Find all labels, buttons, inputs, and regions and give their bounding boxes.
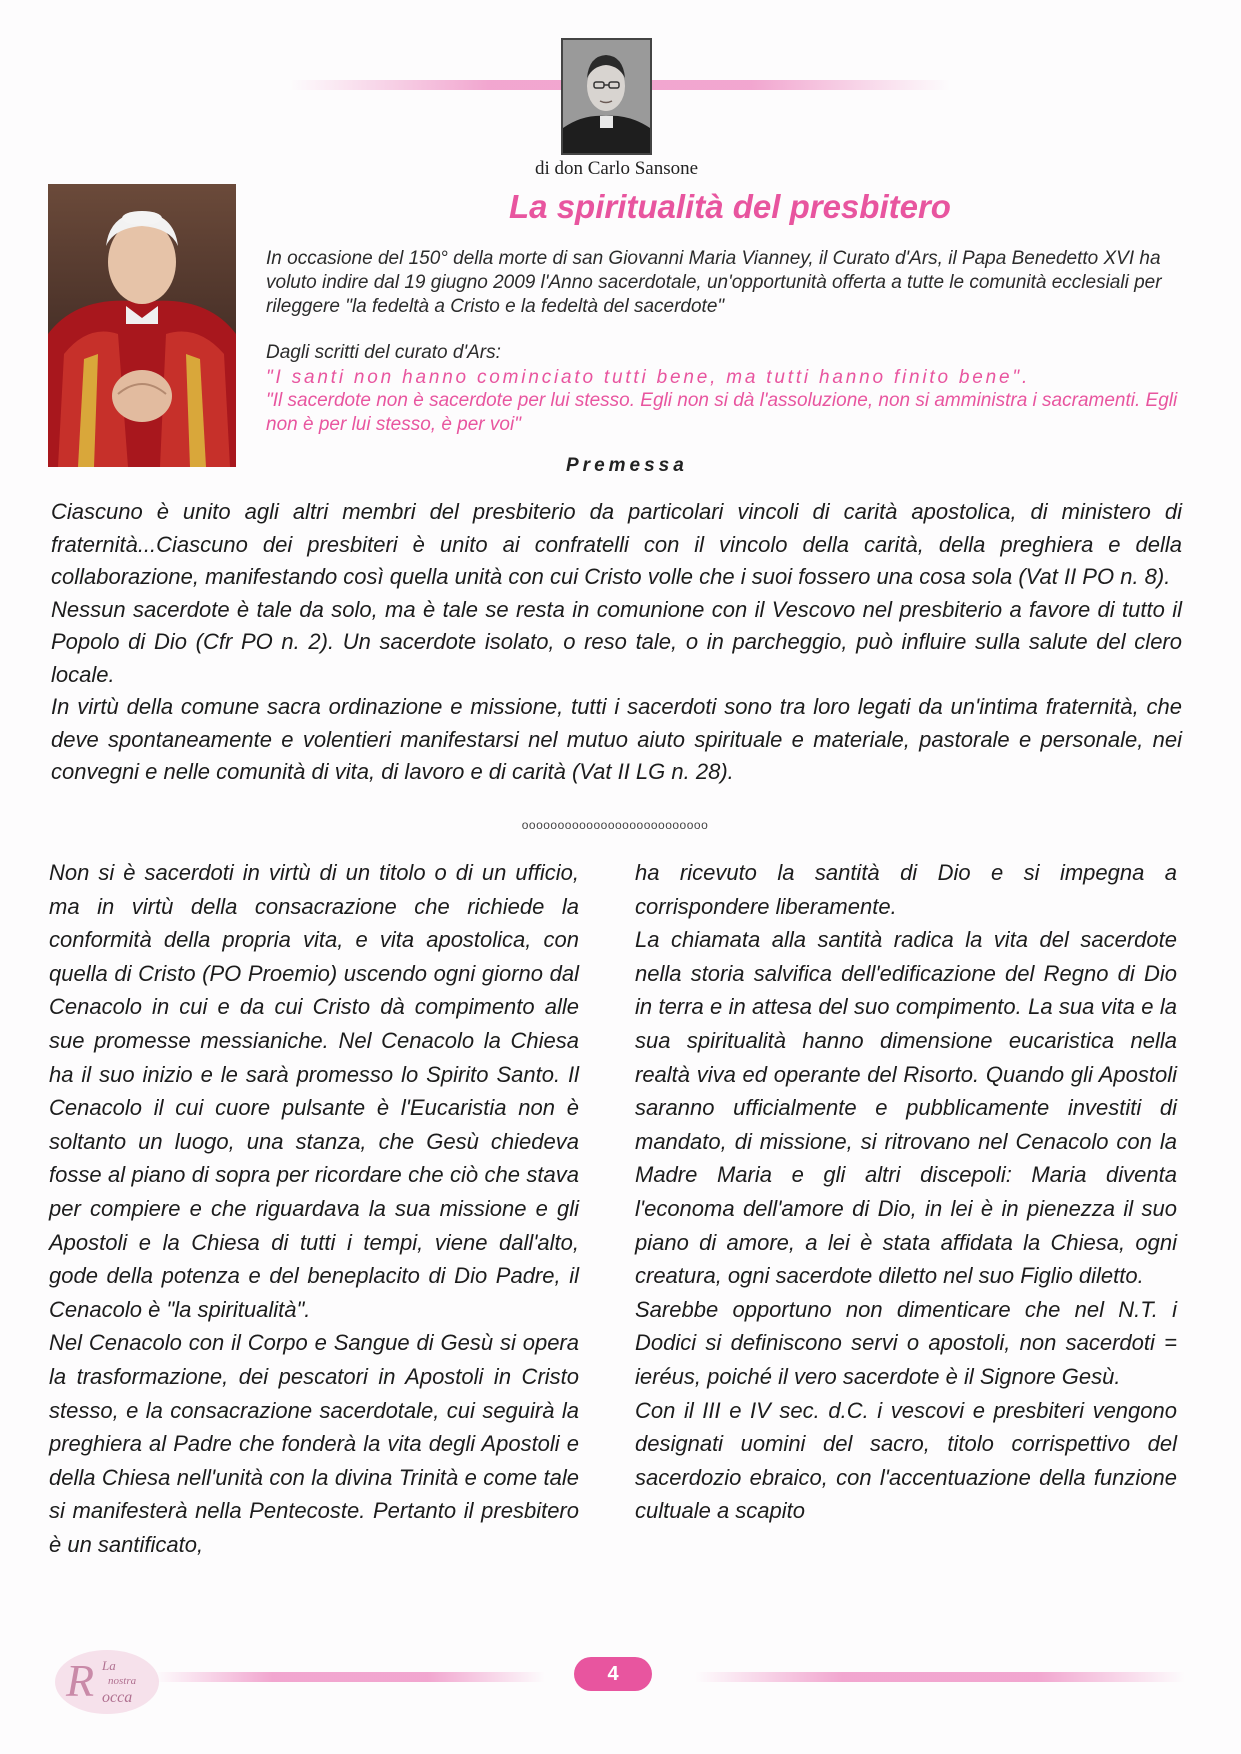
footer-decorative-rule [695, 1672, 1185, 1682]
svg-text:occa: occa [102, 1689, 133, 1706]
ars-quote: "I santi non hanno cominciato tutti bene, ma tutti hanno finito bene". [266, 367, 1031, 388]
section-heading-premessa: Premessa [566, 455, 688, 476]
ars-quote: "Il sacerdote non è sacerdote per lui stesso. Egli non si dà l'assoluzione, non si amministra i sacramenti. Egli non è per lui stesso, è per voi" [266, 390, 1178, 435]
body-paragraph: In virtù della comune sacra ordinazione e missione, tutti i sacerdoti sono tra loro legati da un'intima fraternità, che deve spontaneamente e volentieri manifestarsi nel mutuo aiuto spirituale e materiale, pastorale e personale, nei convegni e nelle comunità di vita, di lavoro e di carità (Vat II LG n. 28). [51, 694, 1182, 784]
column-paragraph: Sarebbe opportuno non dimenticare che nel N.T. i Dodici si definiscono servi o apostoli, non sacerdoti = ieréus, poiché il vero sacerdote è il Signore Gesù. [635, 1296, 1177, 1389]
column-paragraph: La chiamata alla santità radica la vita del sacerdote nella storia salvifica dell'edificazione del Regno di Dio in terra e in attesa del suo compimento. La sua vita e la sua spiritualità hanno dimensione eucaristica nella realtà viva ed operante del Risorto. Quando gli Apostoli saranno ufficialmente e pubblicamente investiti di mandato, di missione, si ritrovano nel Cenacolo con la Madre Maria e gli altri discepoli: Maria diventa l'economa dell'amore di Dio, in lei è in pienezza il suo piano di amore, a lei è stata affidata la Chiesa, ogni creatura, ogni sacerdote diletto nel suo Figlio diletto. [635, 927, 1177, 1289]
page-number-badge: 4 [574, 1657, 652, 1691]
author-portrait [561, 38, 652, 155]
premessa-body [51, 496, 1182, 789]
svg-text:nostra: nostra [108, 1675, 137, 1687]
body-paragraph: Ciascuno è unito agli altri membri del presbiterio da particolari vincoli di carità apostolica, di ministero di fraternità...Ciascuno dei presbiteri è unito ai confratelli con il vincolo della carità, della preghiera e della collaborazione, manifestando così quella unità con cui Cristo volle che i suoi fossero una cosa sola (Vat II PO n. 8). [51, 499, 1182, 589]
column-paragraph: Con il III e IV sec. d.C. i vescovi e presbiteri vengono designati uomini del sacro, titolo corrispettivo del sacerdozio ebraico, con l'accentuazione della funzione cultuale a scapito [635, 1397, 1177, 1524]
la-nostra-rocca-logo [52, 1640, 162, 1720]
column-right [635, 856, 1177, 1528]
pope-photo [48, 184, 236, 467]
footer-logo [52, 1640, 162, 1720]
section-separator: oooooooooooooooooooooooooo [521, 818, 709, 832]
column-left [49, 856, 579, 1561]
column-paragraph: Nel Cenacolo con il Corpo e Sangue di Gesù si opera la trasformazione, dei pescatori in Apostoli in Cristo stesso, e la consacrazione sacerdotale, cui seguirà la preghiera al Padre che fonderà la vita degli Apostoli e della Chiesa nell'unità con la divina Trinità e come tale si manifesterà nella Pentecoste. Pertanto il presbitero è un santificato, [49, 1330, 579, 1557]
author-portrait-image [563, 40, 650, 153]
article-title: La spiritualità del presbitero [509, 188, 951, 225]
pope-photo-image [48, 184, 236, 467]
column-paragraph: Non si è sacerdoti in virtù di un titolo o di un ufficio, ma in virtù della consacrazione che richiede la conformità della propria vita, e vita apostolica, con quella di Cristo (PO Proemio) uscendo ogni giorno dal Cenacolo in cui e da cui Cristo dà compimento alle sue promesse messianiche. Nel Cenacolo la Chiesa ha il suo inizio e le sarà promesso lo Spirito Santo. Il Cenacolo il cui cuore pulsante è l'Eucaristia non è soltanto un luogo, una stanza, che Gesù chiedeva fosse al piano di sopra per ricordare che ciò che stava per compiere e che riguardava la sua missione e gli Apostoli e la Chiesa di tutti i tempi, viene dall'alto, gode della potenza e del beneplacito di Dio Padre, il Cenacolo è "la spiritualità". [49, 860, 579, 1322]
ars-writings-heading: Dagli scritti del curato d'Ars: [266, 342, 501, 363]
svg-text:R: R [66, 1655, 95, 1706]
footer-decorative-rule [155, 1672, 545, 1682]
body-paragraph: Nessun sacerdote è tale da solo, ma è tale se resta in comunione con il Vescovo nel presbiterio a favore di tutto il Popolo di Dio (Cfr PO n. 2). Un sacerdote isolato, o reso tale, o in parcheggio, può influire sulla salute del clero locale. [51, 596, 1182, 687]
intro-paragraph: In occasione del 150° della morte di san Giovanni Maria Vianney, il Curato d'Ars, il Papa Benedetto XVI ha voluto indire dal 19 giugno 2009 l'Anno sacerdotale, un'opportunità offerta a tutte le comunità ecclesiali per rileggere "la fedeltà a Cristo e la fedeltà del sacerdote" [266, 248, 1162, 317]
svg-text:La: La [102, 1658, 116, 1673]
byline: di don Carlo Sansone [534, 158, 699, 179]
column-paragraph: ha ricevuto la santità di Dio e si impegna a corrispondere liberamente. [635, 860, 1177, 919]
